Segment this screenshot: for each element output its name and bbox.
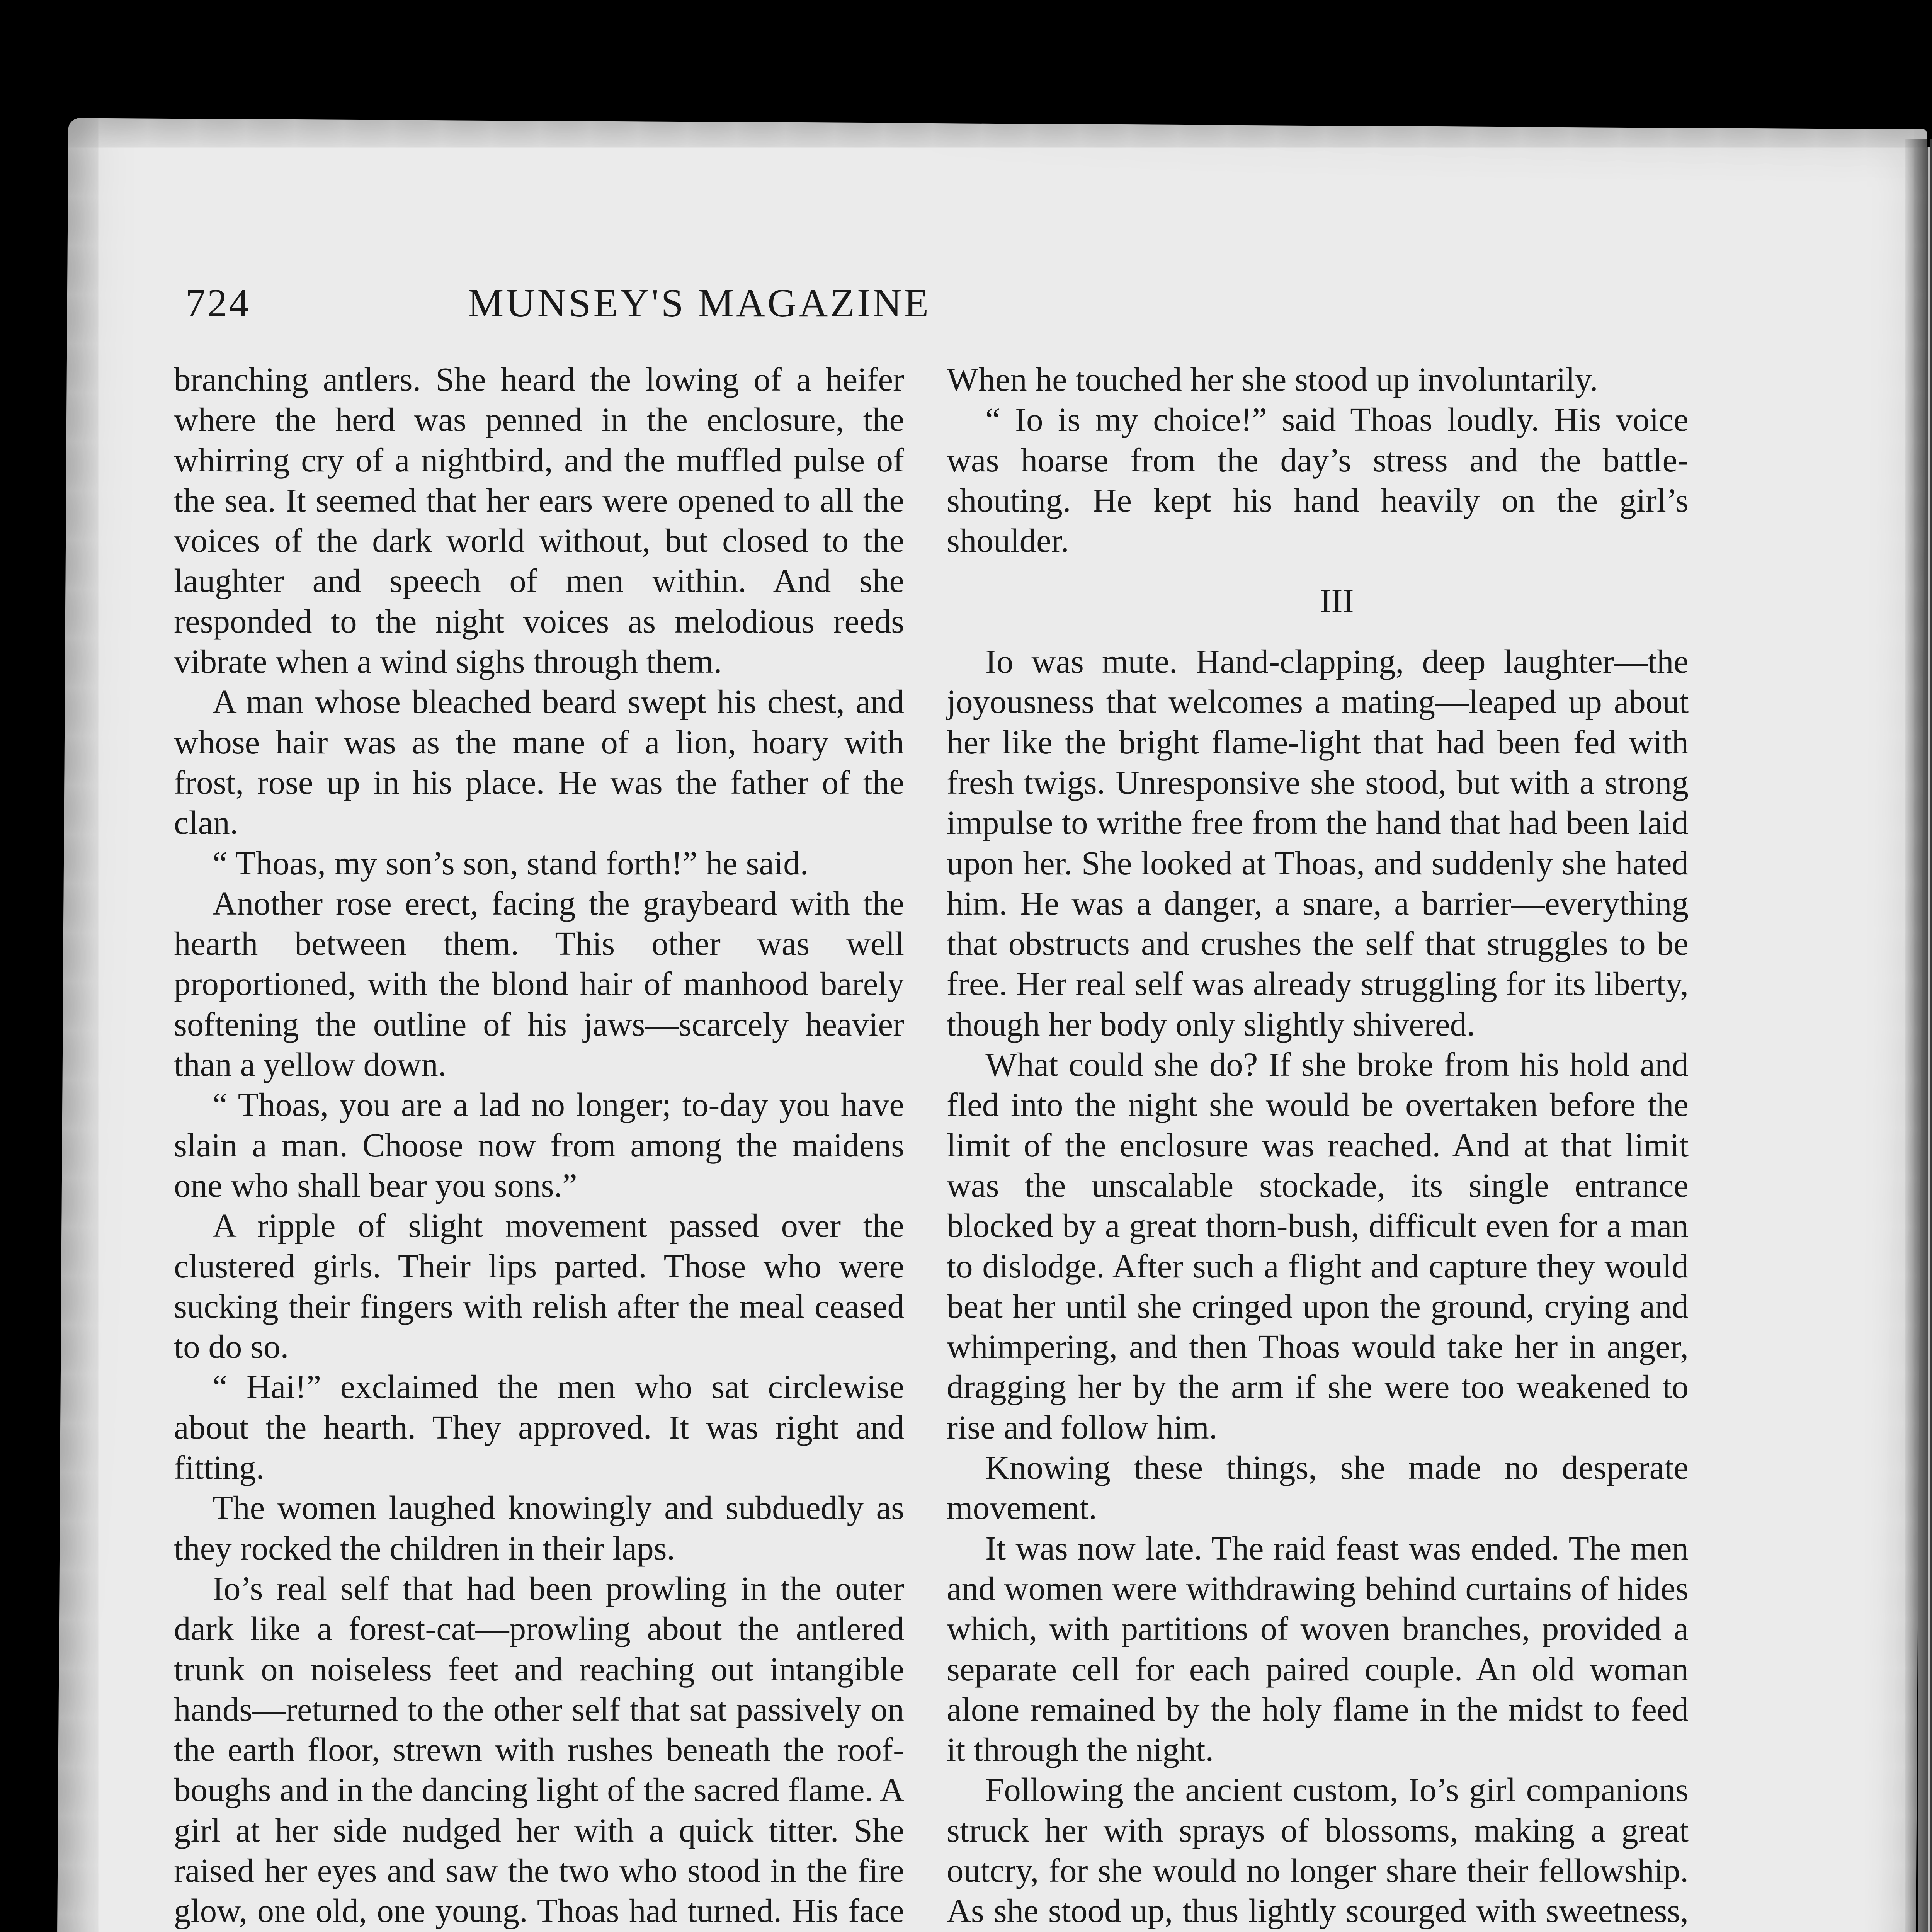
paragraph: Io was mute. Hand-clapping, deep laughter—the joyousness that welcomes a mating—leaped up about her like the bright flame-light that had been fed with fresh twigs. Unresponsive she stood, but with a strong impulse to writhe free from the hand that had been laid upon her. She looked at Thoas, and suddenly she hated him. He was a danger, a snare, a barrier—everything that obstructs and crushes the self that struggles to be free. Her real self was already struggling for its liberty, though her body only slightly shivered.: [947, 643, 1689, 1043]
paragraph: What could she do? If she broke from his hold and fled into the night she would be overtaken before the limit of the enclosure was reached. And at that limit was the unscalable stockade, its single entrance blocked by a great thorn-bush, difficult even for a man to dislodge. After such a flight and capture they would beat her until she cringed upon the ground, crying and whimpering, and then Thoas would take her in anger, dragging her by the arm if she were too weakened to rise and follow him.: [947, 1046, 1689, 1446]
page-number: 724: [185, 281, 250, 325]
paragraph: A man whose bleached beard swept his chest, and whose hair was as the mane of a lion, hoary with frost, rose up in his place. He was the father of the clan.: [174, 683, 904, 842]
left-column: [174, 359, 904, 1932]
paragraph: Knowing these things, she made no desperate movement.: [947, 1449, 1689, 1527]
facing-page-edge: [1930, 139, 1932, 1932]
right-column: [947, 359, 1689, 1932]
paragraph: Io’s real self that had been prowling in the outer dark like a forest-cat—prowling about the antlered trunk on noiseless feet and reaching out intangible hands—returned to the other self that sat passively on the earth floor, strewn with rushes beneath the roof-boughs and in the dancing light of the sacred flame. A girl at her side nudged her with a quick titter. She raised her eyes and saw the two who stood in the fire glow, one old, one young. Thoas had turned. His face: [174, 1569, 904, 1930]
paragraph: “ Io is my choice!” said Thoas loudly. His voice was hoarse from the day’s stress and the battle-shouting. He kept his hand heavily on the girl’s shoulder.: [947, 401, 1689, 560]
paragraph: When he touched her she stood up involuntarily.: [947, 361, 1598, 398]
paragraph: “ Hai!” exclaimed the men who sat circlewise about the hearth. They approved. It was right and fitting.: [174, 1368, 904, 1486]
page-header: [185, 278, 1132, 328]
paragraph: A ripple of slight movement passed over the clustered girls. Their lips parted. Those who were sucking their fingers with relish after the meal ceased to do so.: [174, 1207, 904, 1366]
paragraph: Another rose erect, facing the graybeard with the hearth between them. This other was well proportioned, with the blond hair of manhood barely softening the outline of his jaws—scarcely heavier than a yellow down.: [174, 884, 904, 1083]
paragraph: The women laughed knowingly and subduedly as they rocked the children in their laps.: [174, 1489, 904, 1567]
gutter-shadow: [1905, 139, 1928, 1932]
paragraph: “ Thoas, my son’s son, stand forth!” he said.: [213, 844, 809, 882]
running-title: MUNSEY'S MAGAZINE: [468, 281, 931, 325]
paragraph: It was now late. The raid feast was ended. The men and women were withdrawing behind curtains of hides which, with partitions of woven branches, provided a separate cell for each paired couple. An old woman alone remained by the holy flame in the midst to feed it through the night.: [947, 1529, 1689, 1769]
paragraph: branching antlers. She heard the lowing of a heifer where the herd was penned in the enclosure, the whirring cry of a nightbird, and the muffled pulse of the sea. It seemed that her ears were opened to all the voices of the dark world without, but closed to the laughter and speech of men within. And she responded to the night voices as melodious reeds vibrate when a wind sighs through them.: [174, 361, 904, 680]
paragraph: Following the ancient custom, Io’s girl companions struck her with sprays of blossoms, making a great outcry, for she would no longer share their fellowship. As she stood up, thus lightly scourged with sweetness,: [947, 1771, 1689, 1930]
section-heading: III: [1320, 582, 1354, 620]
paragraph: “ Thoas, you are a lad no longer; to-day you have slain a man. Choose now from among the maidens one who shall bear you sons.”: [174, 1086, 904, 1204]
